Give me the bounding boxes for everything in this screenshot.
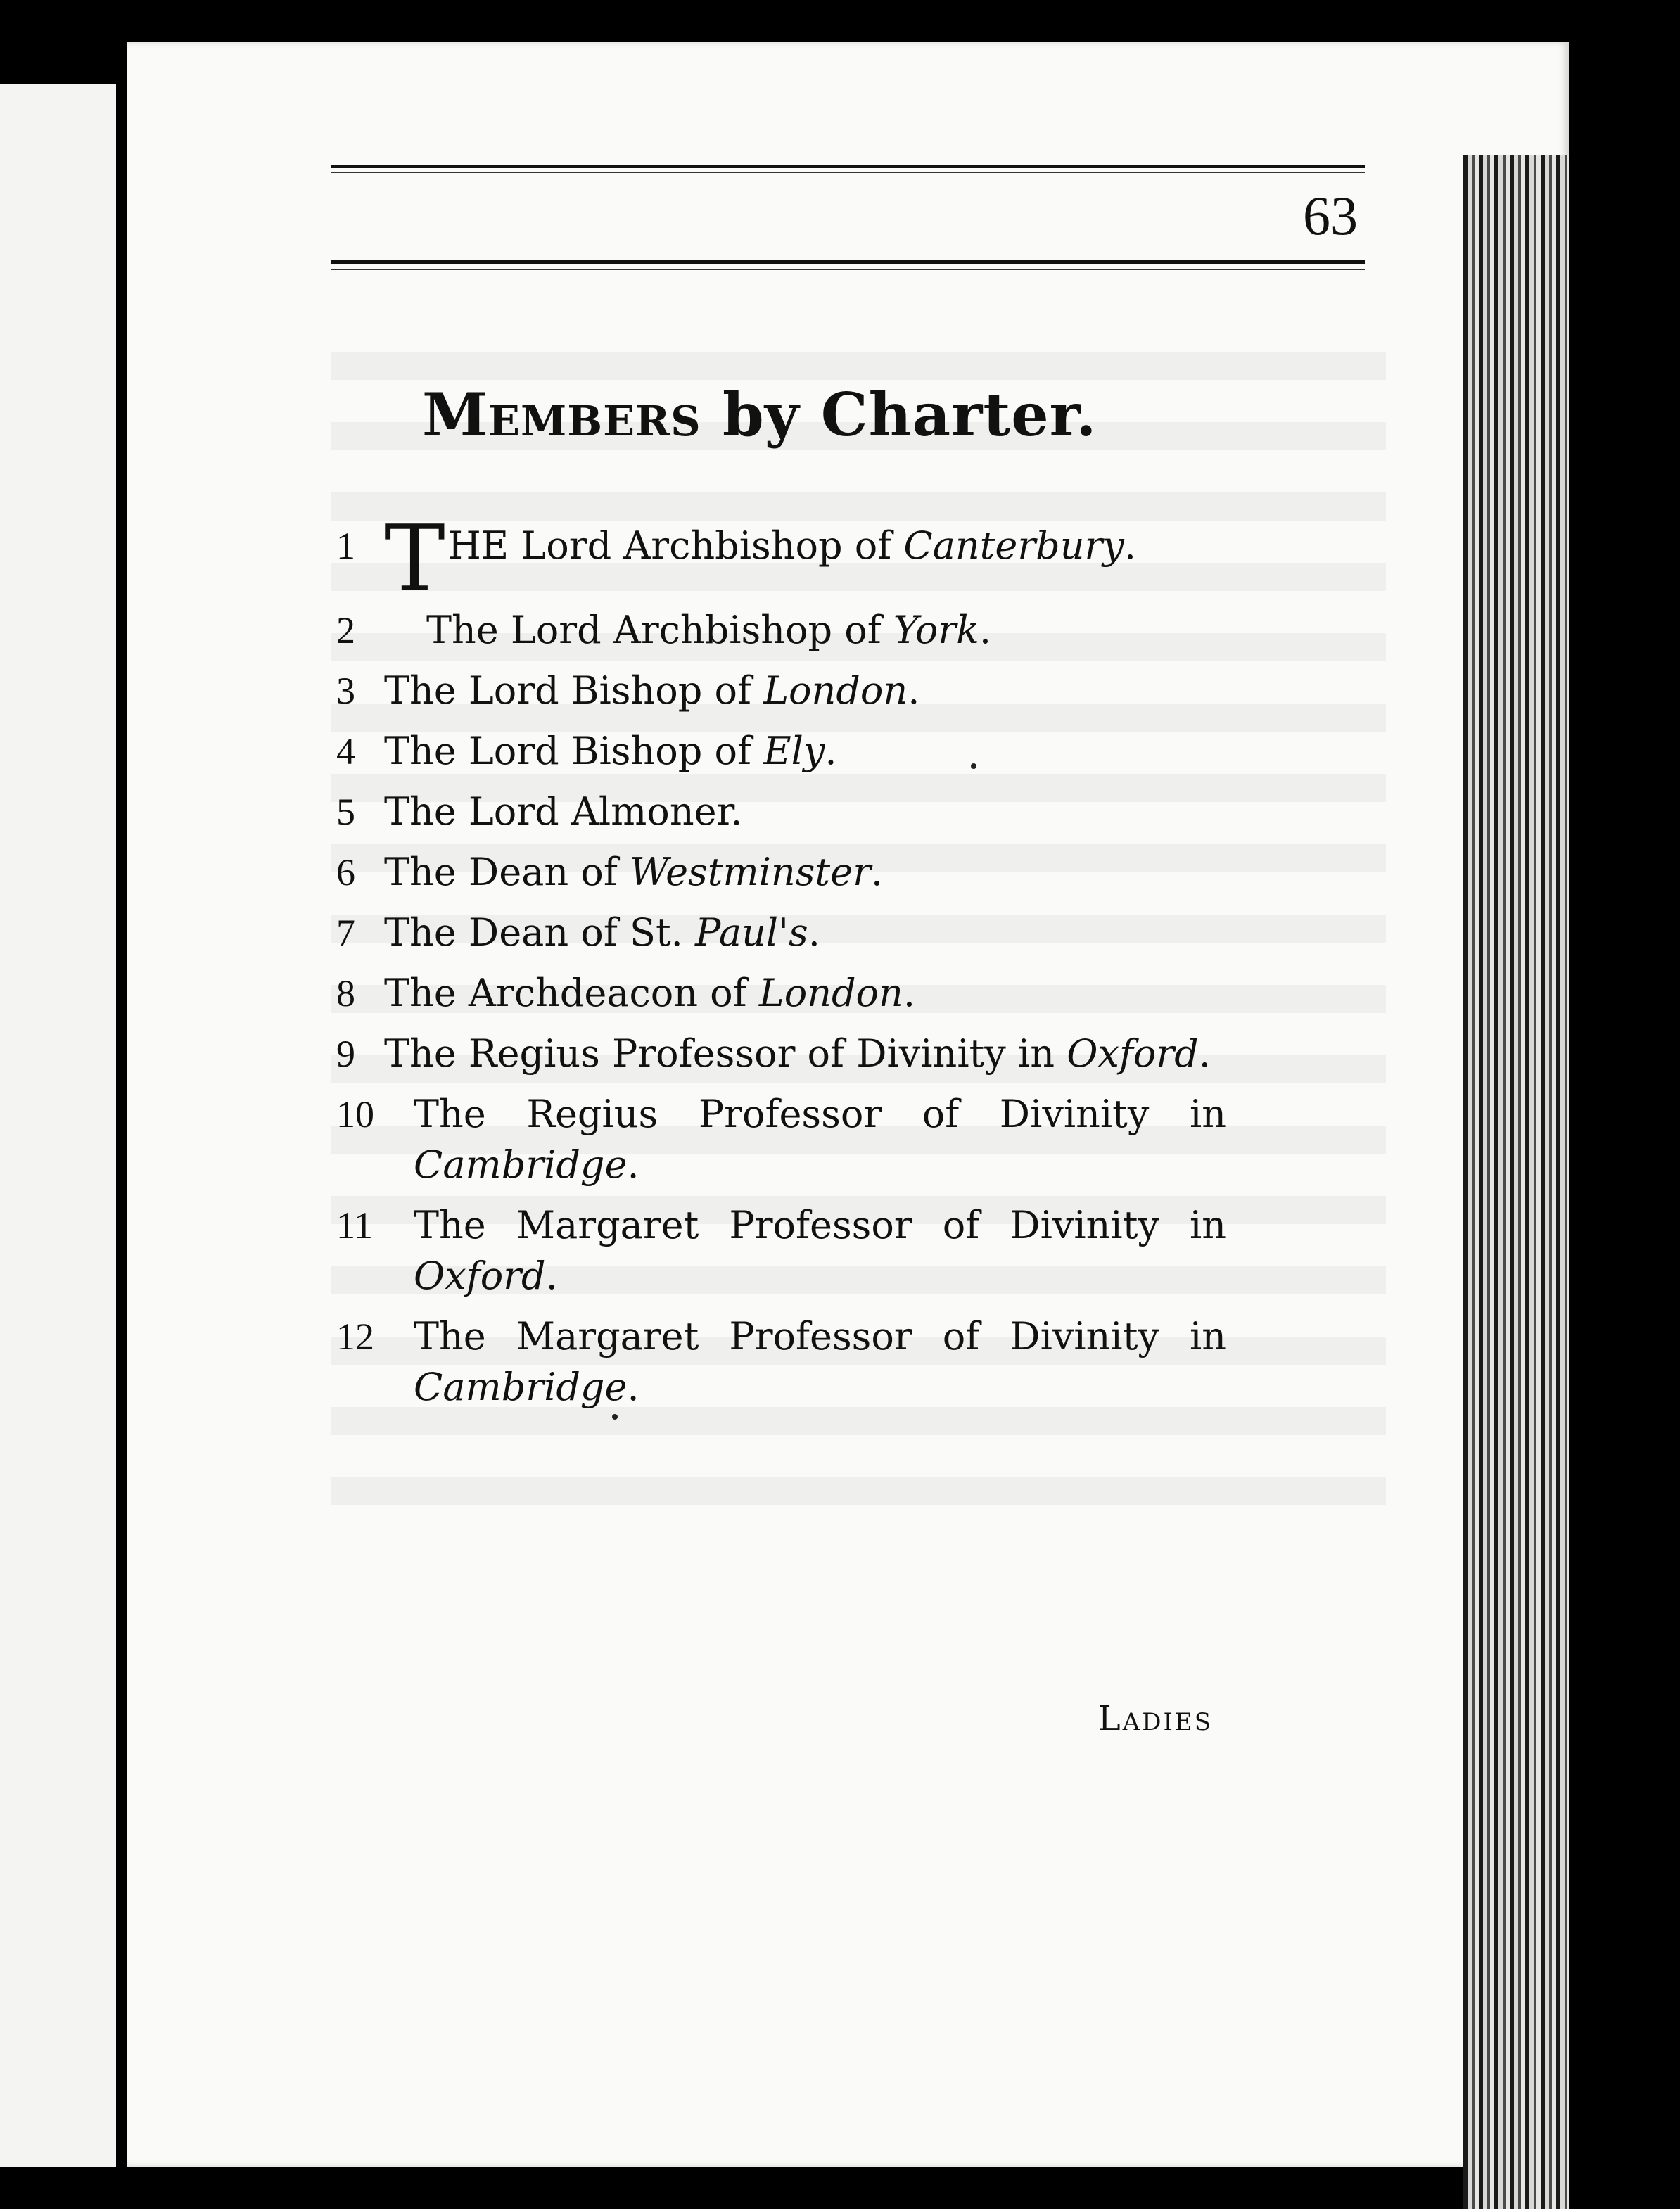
entry-number: 10 <box>336 1093 374 1135</box>
entry-roman-text: The Dean of <box>384 850 630 894</box>
drop-cap: T <box>384 505 445 612</box>
entry-place-name: Cambridge <box>414 1142 628 1187</box>
top-rule <box>331 165 1365 168</box>
entry-number: 1 <box>336 525 355 567</box>
entry-roman-text: The Regius Professor of Divinity in <box>414 1092 1226 1136</box>
entry-text <box>384 787 1226 837</box>
entry-roman-text: The Margaret Professor of Divinity in <box>414 1314 1226 1358</box>
list-item <box>336 726 1226 777</box>
catchword: Ladies <box>1097 1699 1213 1738</box>
list-item <box>336 505 1226 612</box>
entry-number: 7 <box>336 912 355 954</box>
entry-place-name: Ely <box>763 729 825 773</box>
entry-text <box>384 847 1226 898</box>
entry-roman-text: HE Lord Archbishop of <box>447 523 904 568</box>
entry-roman-text: The Lord Almoner. <box>384 789 743 834</box>
entry-number: 2 <box>336 609 355 651</box>
entry-text <box>414 1200 1226 1301</box>
entry-place-name: London <box>758 971 903 1015</box>
entry-place-name: Oxford <box>1067 1031 1199 1076</box>
entry-roman-text: The Lord Archbishop of <box>426 608 893 652</box>
entry-text <box>384 908 1226 958</box>
entry-roman-text: The Lord Bishop of <box>384 668 764 713</box>
entry-number: 9 <box>336 1033 355 1075</box>
entry-roman-text: The Lord Bishop of <box>384 729 764 773</box>
header-bottom-rule-double <box>331 269 1365 270</box>
page-title-prefix: Members <box>422 380 701 450</box>
page-title <box>422 380 1097 450</box>
entry-place-name: York <box>893 608 979 652</box>
list-item <box>336 787 1226 837</box>
entry-punctuation: . <box>1198 1031 1211 1076</box>
top-rule-double <box>331 172 1365 173</box>
members-list <box>336 505 1226 1422</box>
list-item <box>336 1089 1226 1190</box>
entry-place-name: Canterbury <box>903 523 1124 568</box>
entry-place-name: Cambridge <box>414 1365 628 1409</box>
adjacent-left-page <box>0 84 116 2167</box>
entry-roman-text: The Margaret Professor of Divinity in <box>414 1203 1226 1247</box>
entry-number: 4 <box>336 730 355 772</box>
list-item <box>336 968 1226 1019</box>
entry-punctuation: . <box>870 850 884 894</box>
entry-punctuation: . <box>979 608 992 652</box>
entry-punctuation: . <box>808 910 820 955</box>
entry-roman-text: The Regius Professor of Divinity in <box>384 1031 1067 1076</box>
entry-roman-text: The Archdeacon of <box>384 971 759 1015</box>
entry-text <box>384 605 1226 656</box>
entry-number: 11 <box>336 1204 373 1247</box>
scan-speck <box>971 763 976 769</box>
entry-punctuation: . <box>545 1254 558 1298</box>
entry-text <box>414 1089 1226 1190</box>
entry-punctuation: . <box>1124 523 1136 568</box>
entry-punctuation: . <box>825 729 837 773</box>
entry-place-name: London <box>763 668 908 713</box>
entry-number: 5 <box>336 791 355 833</box>
list-item <box>336 847 1226 898</box>
entry-text <box>384 968 1226 1019</box>
entry-punctuation: . <box>903 971 916 1015</box>
list-item <box>336 1200 1226 1301</box>
list-item <box>336 1029 1226 1079</box>
entry-text <box>414 1311 1226 1413</box>
entry-number: 3 <box>336 670 355 712</box>
entry-text <box>384 1029 1226 1079</box>
page-title-rest: by Charter. <box>701 380 1097 450</box>
entry-punctuation: . <box>908 668 920 713</box>
page-number: 63 <box>1303 185 1358 246</box>
header-bottom-rule <box>331 260 1365 264</box>
entry-place-name: Westminster <box>629 850 871 894</box>
list-item <box>336 666 1226 716</box>
list-item <box>336 1311 1226 1413</box>
entry-punctuation: . <box>627 1365 639 1409</box>
list-item <box>336 605 1226 656</box>
entry-punctuation: . <box>627 1142 639 1187</box>
entry-place-name: Paul's <box>695 910 808 955</box>
entry-roman-text: The Dean of St. <box>384 910 695 955</box>
entry-number: 6 <box>336 851 355 893</box>
entry-text <box>384 666 1226 716</box>
entry-text <box>384 505 1226 612</box>
entry-text <box>384 726 1226 777</box>
entry-number: 8 <box>336 972 355 1014</box>
scan-speck <box>612 1414 618 1420</box>
page-fore-edge <box>1463 155 1569 2209</box>
entry-place-name: Oxford <box>414 1254 546 1298</box>
list-item <box>336 908 1226 958</box>
entry-number: 12 <box>336 1316 374 1358</box>
